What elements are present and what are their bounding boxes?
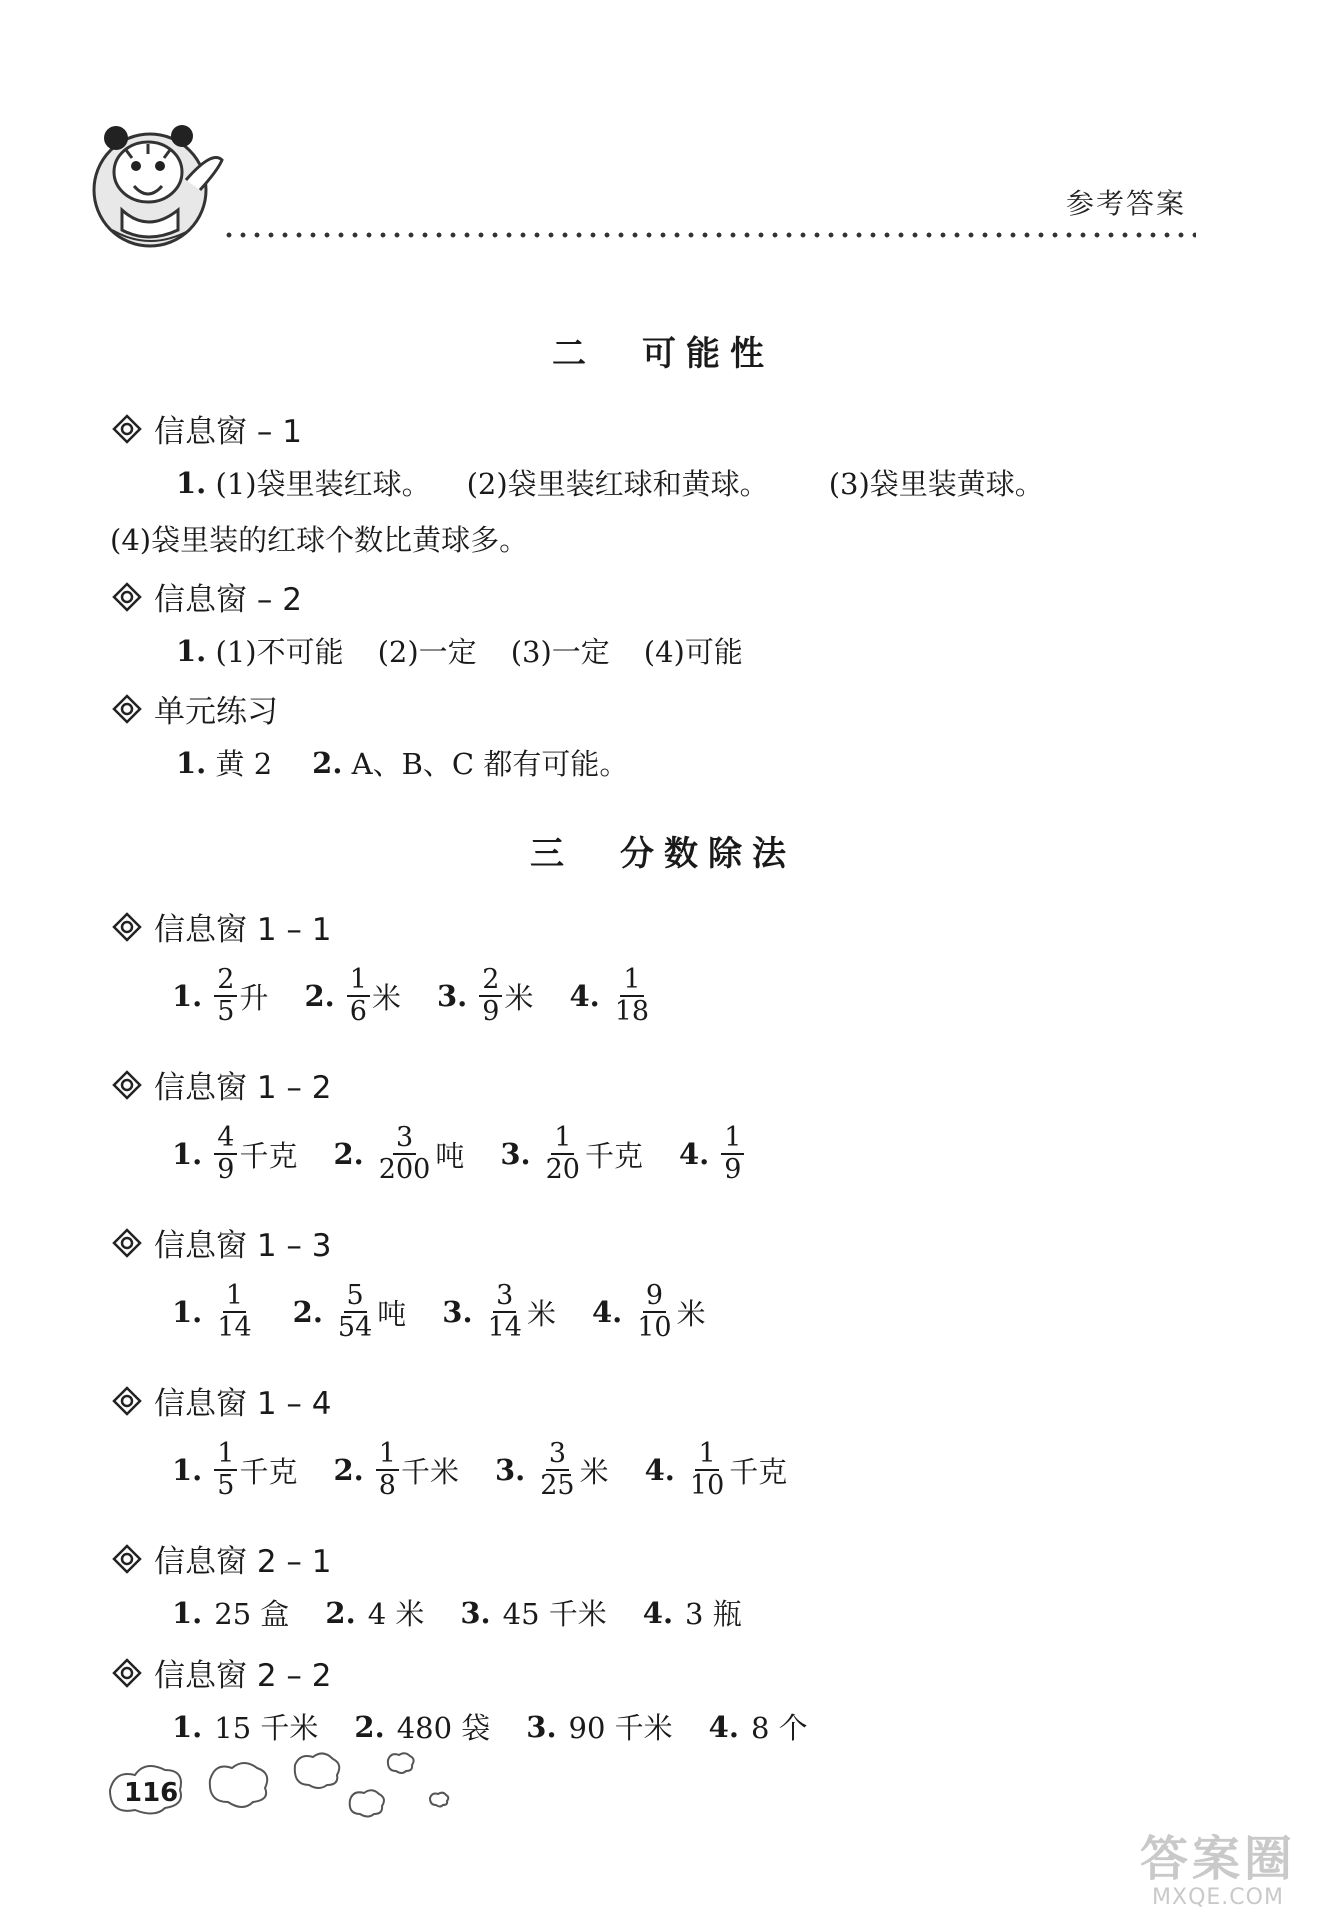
section-title-possibility: 二 可能性	[552, 334, 774, 374]
numerator: 1	[376, 1440, 399, 1471]
answer-number: 4.	[591, 1295, 623, 1330]
page-number: 116	[124, 1778, 179, 1808]
numerator: 1	[214, 1440, 237, 1471]
answer-value: 15 千米	[214, 1711, 319, 1745]
numerator: 1	[223, 1282, 246, 1313]
unit: 米	[526, 1296, 556, 1331]
fraction	[347, 966, 370, 1027]
numerator: 3	[546, 1440, 569, 1471]
answer-item	[442, 1282, 556, 1343]
answer-value: 8 个	[750, 1711, 808, 1745]
answer-line	[172, 1282, 742, 1343]
answer-number: 3.	[436, 979, 468, 1014]
fraction	[721, 1124, 744, 1185]
fraction	[335, 1282, 375, 1343]
numerator: 5	[344, 1282, 367, 1313]
fraction	[214, 1124, 237, 1185]
fraction	[376, 1440, 399, 1501]
numerator: 1	[721, 1124, 744, 1155]
unit: 米	[676, 1296, 706, 1331]
denominator: 5	[217, 1470, 235, 1502]
answer-item	[495, 1440, 609, 1501]
subsection-heading: 信息窗 1 – 4	[112, 1378, 332, 1423]
answer-number: 3.	[526, 1709, 557, 1744]
answer-item	[645, 1440, 788, 1501]
section-title-fraction-division: 三 分数除法	[530, 834, 796, 874]
numerator: 2	[479, 966, 502, 997]
answer-item	[293, 1282, 407, 1343]
numerator: 1	[347, 966, 370, 997]
fraction	[214, 1282, 254, 1343]
denominator: 9	[724, 1154, 742, 1186]
answer-number: 3.	[460, 1595, 491, 1630]
answer-line	[172, 1592, 778, 1633]
subsection-heading: 信息窗 1 – 3	[112, 1220, 332, 1265]
answer-item	[569, 966, 654, 1027]
answer-item	[437, 966, 533, 1027]
answer-item	[172, 1440, 297, 1501]
answer-number: 1.	[172, 1295, 203, 1330]
diamond-bullet-icon	[112, 582, 142, 612]
answer-value: 90 千米	[568, 1711, 673, 1745]
numerator: 1	[620, 966, 643, 997]
fraction	[214, 966, 237, 1027]
answer-item	[526, 1706, 672, 1747]
diamond-bullet-icon	[112, 694, 142, 724]
diamond-bullet-icon	[112, 1228, 142, 1258]
answer-number: 1.	[172, 1453, 203, 1488]
answer-item	[172, 1592, 289, 1633]
answer-item	[304, 966, 400, 1027]
unit: 千克	[239, 1138, 298, 1173]
denominator: 10	[689, 1470, 725, 1502]
answer-value: 25 盒	[214, 1597, 290, 1631]
unit: 吨	[377, 1296, 407, 1331]
tiger-mascot-logo	[82, 110, 232, 260]
diamond-bullet-icon	[112, 1544, 142, 1574]
fraction	[214, 1440, 237, 1501]
answer-line: 1. (1)袋里装红球。 (2)袋里装红球和黄球。 (3)袋里装黄球。	[176, 465, 1044, 501]
fraction	[485, 1282, 525, 1343]
answer-item	[500, 1124, 643, 1185]
answer-item	[679, 1124, 746, 1185]
header-title: 参考答案	[1065, 187, 1186, 220]
diamond-bullet-icon	[112, 414, 142, 444]
answer-number: 4.	[678, 1137, 710, 1172]
answer-item	[709, 1706, 808, 1747]
denominator: 5	[217, 996, 235, 1028]
answer-number: 1.	[172, 979, 203, 1014]
denominator: 200	[378, 1154, 431, 1186]
subsection-heading: 信息窗 – 1	[112, 406, 302, 451]
answer-number: 4.	[569, 979, 600, 1014]
answer-value: 480 袋	[396, 1711, 491, 1745]
fraction	[634, 1282, 674, 1343]
answer-number: 2.	[333, 1137, 364, 1172]
unit: 千米	[400, 1454, 459, 1489]
answer-number: 3.	[500, 1137, 531, 1172]
dotted-divider	[222, 232, 1196, 238]
fraction	[543, 1124, 583, 1185]
answer-number: 2.	[325, 1595, 356, 1630]
subsection-heading: 信息窗 1 – 2	[112, 1062, 332, 1107]
numerator: 1	[695, 1440, 718, 1471]
answer-item	[460, 1592, 606, 1633]
unit: 千克	[239, 1454, 298, 1489]
answer-line: (4)袋里装的红球个数比黄球多。	[110, 523, 529, 557]
answer-item	[172, 1124, 297, 1185]
diamond-bullet-icon	[112, 1658, 142, 1688]
diamond-bullet-icon	[112, 912, 142, 942]
subsection-heading: 信息窗 2 – 1	[112, 1536, 332, 1581]
watermark: 答案圈 MXQE.COM	[1139, 1831, 1296, 1910]
answer-item	[592, 1282, 706, 1343]
fraction	[537, 1440, 577, 1501]
denominator: 9	[482, 996, 500, 1028]
unit: 米	[371, 980, 401, 1015]
answer-value: 3 瓶	[685, 1597, 742, 1631]
answer-line: 1. (1)不可能 (2)一定 (3)一定 (4)可能	[176, 633, 743, 669]
numerator: 3	[493, 1282, 516, 1313]
denominator: 14	[487, 1312, 522, 1344]
subsection-heading: 信息窗 1 – 1	[112, 904, 332, 949]
numerator: 1	[551, 1124, 574, 1155]
numerator: 3	[393, 1124, 416, 1155]
answer-number: 2.	[354, 1709, 385, 1744]
answer-item	[333, 1124, 464, 1185]
fraction	[479, 966, 502, 1027]
unit: 千克	[584, 1138, 643, 1173]
denominator: 25	[540, 1470, 575, 1502]
subsection-heading: 单元练习	[112, 686, 278, 731]
answer-number: 3.	[494, 1453, 526, 1488]
answer-number: 1.	[172, 1595, 203, 1630]
unit: 吨	[435, 1138, 465, 1173]
fraction	[687, 1440, 727, 1501]
unit: 米	[504, 980, 534, 1015]
answer-line	[172, 1124, 782, 1185]
denominator: 6	[349, 996, 367, 1028]
fraction	[376, 1124, 434, 1185]
subsection-heading: 信息窗 2 – 2	[112, 1650, 332, 1695]
diamond-bullet-icon	[112, 1070, 142, 1100]
answer-number: 1.	[172, 1137, 203, 1172]
answer-number: 3.	[442, 1295, 473, 1330]
numerator: 2	[214, 966, 237, 997]
answer-item	[172, 966, 268, 1027]
denominator: 18	[614, 996, 650, 1028]
answer-value: 4 米	[367, 1597, 425, 1631]
answer-value: 45 千米	[502, 1597, 607, 1631]
subsection-heading: 信息窗 – 2	[112, 574, 302, 619]
denominator: 9	[217, 1154, 235, 1186]
answer-line	[172, 1440, 823, 1501]
answer-line: 1. 黄 2 2. A、B、C 都有可能。	[176, 745, 629, 781]
answer-item	[333, 1440, 458, 1501]
answer-item	[172, 1282, 257, 1343]
numerator: 9	[643, 1282, 666, 1313]
denominator: 20	[545, 1154, 580, 1186]
answer-number: 1.	[172, 1709, 203, 1744]
answer-number: 2.	[333, 1453, 364, 1488]
answer-number: 2.	[304, 979, 335, 1014]
denominator: 54	[337, 1312, 373, 1344]
denominator: 8	[378, 1470, 396, 1502]
answer-number: 4.	[642, 1595, 674, 1630]
answer-item	[643, 1592, 742, 1633]
answer-number: 4.	[708, 1709, 739, 1744]
unit: 千克	[729, 1454, 788, 1489]
denominator: 14	[217, 1312, 252, 1344]
denominator: 10	[637, 1312, 672, 1344]
answer-number: 2.	[292, 1295, 323, 1330]
answer-number: 4.	[644, 1453, 675, 1488]
unit: 升	[239, 980, 269, 1015]
unit: 米	[579, 1454, 609, 1489]
answer-item	[325, 1592, 424, 1633]
diamond-bullet-icon	[112, 1386, 142, 1416]
fraction	[612, 966, 652, 1027]
answer-line	[172, 966, 690, 1027]
numerator: 4	[214, 1124, 237, 1155]
